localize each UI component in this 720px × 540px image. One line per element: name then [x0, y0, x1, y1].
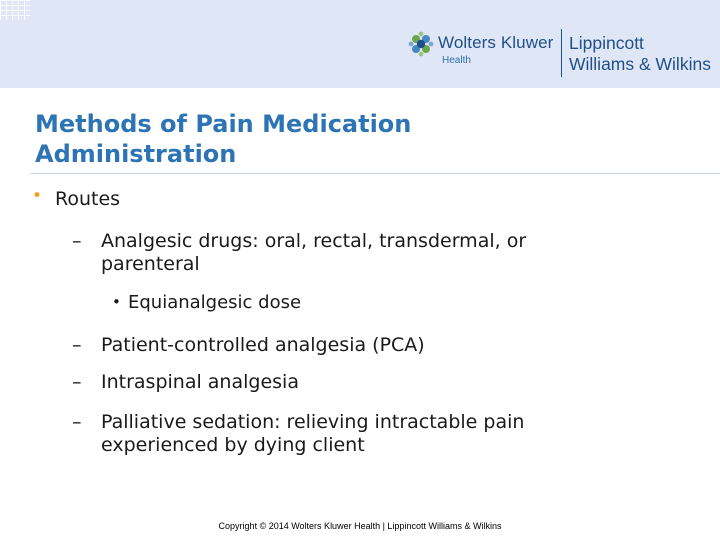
bullet-intraspinal: Intraspinal analgesia	[101, 371, 299, 393]
bullet-level2-marker: –	[72, 334, 82, 356]
bullet-palliative-line1: Palliative sedation: relieving intractable pain	[101, 411, 525, 433]
logo-division-text: Health	[442, 55, 471, 66]
bullet-level1-marker: •	[32, 186, 43, 206]
bullet-level2-marker: –	[72, 411, 82, 433]
logo-brand-text: Wolters Kluwer	[438, 33, 554, 52]
bullet-palliative-line2: experienced by dying client	[101, 434, 365, 456]
bullet-equianalgesic: Equianalgesic dose	[128, 292, 302, 313]
copyright-text: Copyright © 2014 Wolters Kluwer Health | Lippincott Williams & Wilkins	[218, 521, 502, 531]
bullet-analgesic-line1: Analgesic drugs: oral, rectal, transdermal, or	[101, 230, 527, 252]
slide-title-line2: Administration	[35, 140, 237, 168]
bullet-routes: Routes	[55, 188, 121, 210]
logo-imprint-line1: Lippincott	[569, 33, 644, 53]
bullet-level2-marker: –	[72, 371, 82, 393]
bullet-pca: Patient-controlled analgesia (PCA)	[101, 334, 425, 356]
bullet-analgesic-line2: parenteral	[101, 253, 200, 275]
footer-copyright	[0, 521, 720, 531]
slide-title-line1: Methods of Pain Medication	[35, 110, 412, 138]
bullet-level3-marker: •	[112, 293, 121, 311]
bullet-level2-marker: –	[72, 230, 82, 252]
logo-imprint-line2: Williams & Wilkins	[569, 54, 711, 74]
